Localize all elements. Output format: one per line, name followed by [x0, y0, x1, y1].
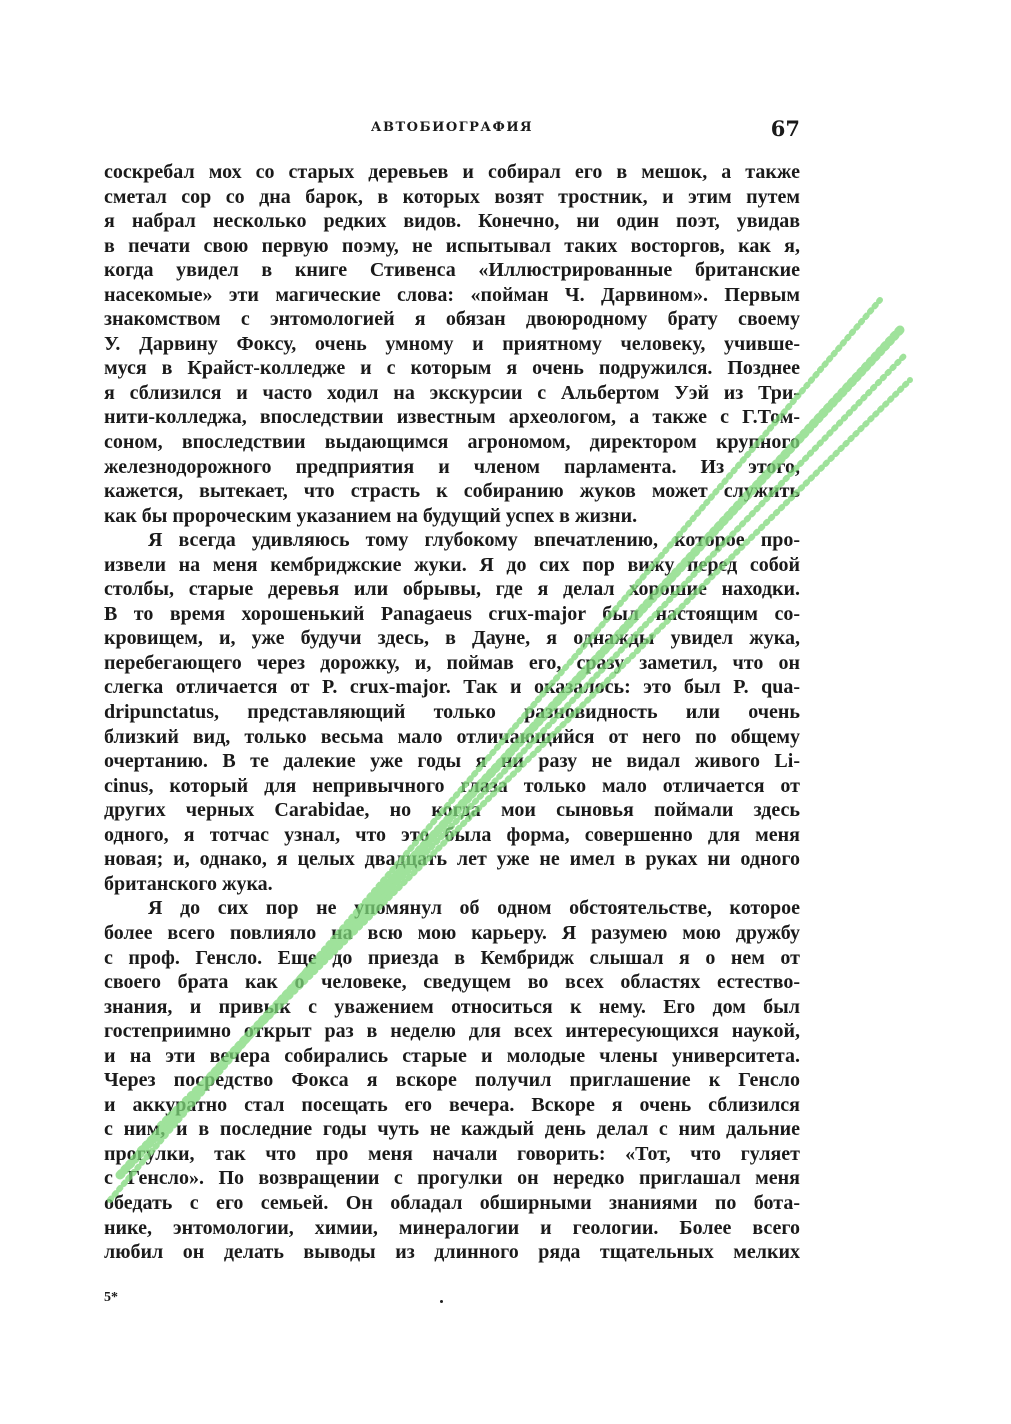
text-line: я сблизился и часто ходил на экскурсии с Альбертом Уэй из Три-: [104, 381, 800, 404]
text-line: насекомые» эти магические слова: «пойман Ч. Дарвином». Первым: [104, 283, 800, 306]
text-line: гостеприимно открыт раз в неделю для всех интересующихся наукой,: [104, 1020, 800, 1043]
text-line: извели на меня кембриджские жуки. Я до сих пор вижу перед собой: [104, 553, 800, 576]
text-line: знакомством с энтомологией я обязан двоюродному брату своему: [104, 308, 800, 331]
text-line: своего брата как о человеке, сведущем во всех областях естество-: [104, 971, 800, 994]
text-line: в печати свою первую поэму, не испытывал таких восторгов, как я,: [104, 234, 800, 257]
text-line: соном, впоследствии выдающимся агрономом, директором крупного: [104, 431, 800, 454]
text-line: с Генсло». По возвращении с прогулки он нередко приглашал меня: [104, 1167, 800, 1190]
text-line: слегка отличается от P. crux-major. Так и оказалось: это был P. qua-: [104, 676, 800, 699]
text-line: когда увидел в книге Стивенса «Иллюстрированные британские: [104, 259, 800, 282]
text-line: железнодорожного предприятия и членом парламента. Из этого,: [104, 455, 800, 478]
text-line: и на эти вечера собирались старые и молодые члены университета.: [104, 1044, 800, 1067]
page-number: 67: [770, 116, 800, 141]
text-line: я набрал несколько редких видов. Конечно, ни один поэт, увидав: [104, 210, 800, 233]
running-title: АВТОБИОГРАФИЯ: [370, 120, 534, 135]
text-line: Я всегда удивляюсь тому глубокому впечатлению, которое про-: [148, 529, 800, 552]
text-line: сметал сор со дна барок, в которых возят тростник, и этим путем: [104, 185, 800, 208]
text-line: Через посредство Фокса я вскоре получил приглашение к Генсло: [104, 1069, 800, 1092]
text-line: новая; и, однако, я целых двадцать лет уже не имел в руках ни одного: [104, 848, 800, 871]
text-line: нике, энтомологии, химии, минералогии и геологии. Более всего: [104, 1216, 800, 1239]
text-line: более всего повлияло на всю мою карьеру. Я разумею мою дружбу: [104, 921, 800, 944]
text-line: как бы пророческим указанием на будущий успех в жизни.: [104, 504, 638, 527]
text-line: нити-колледжа, впоследствии известным археологом, а также с Г.Том-: [104, 406, 800, 429]
text-line: знания, и привык с уважением относиться к нему. Его дом был: [104, 995, 800, 1018]
text-line: с ним, и в последние годы чуть не каждый день делал с ним дальние: [104, 1118, 800, 1141]
text-line: Я до сих пор не упомянул об одном обстоятельстве, которое: [148, 897, 800, 920]
paragraph-3: [104, 896, 800, 1264]
text-line: В то время хорошенький Panagaeus crux-major был настоящим со-: [104, 602, 800, 625]
text-line: британского жука.: [104, 872, 273, 895]
text-line: других черных Carabidae, но когда мои сыновья поймали здесь: [104, 799, 800, 822]
text-line: и аккуратно стал посещать его вечера. Вскоре я очень сблизился: [104, 1093, 800, 1116]
text-line: кровищем, и, уже будучи здесь, в Дауне, я однажды увидел жука,: [104, 627, 800, 650]
text-line: кажется, вытекает, что страсть к собиранию жуков может служить: [104, 480, 800, 503]
text-line: одного, я тотчас узнал, что это была форма, совершенно для меня: [104, 823, 800, 846]
text-line: столбы, старые деревья или обрывы, где я делал хорошие находки.: [104, 578, 800, 601]
print-speck: [440, 1300, 443, 1303]
paragraph-2: [104, 528, 800, 896]
text-line: cinus, который для непривычного глаза только мало отличается от: [104, 774, 800, 797]
text-line: обедать с его семьей. Он обладал обширными знаниями по бота-: [104, 1191, 800, 1214]
text-line: перебегающего через дорожку, и, поймав его, сразу заметил, что он: [104, 651, 800, 674]
text-line: dripunctatus, представляющий только разновидность или очень: [104, 701, 800, 724]
signature-mark: 5*: [104, 1290, 118, 1305]
text-line: У. Дарвину Фоксу, очень умному и приятному человеку, учившe-: [104, 332, 800, 355]
paragraph-1: [104, 160, 800, 528]
text-line: муся в Крайст-колледже и с которым я очень подружился. Позднее: [104, 357, 800, 380]
text-line: очертанию. В те далекие уже годы я ни разу не видал живого Li-: [104, 750, 800, 773]
text-line: прогулки, так что про меня начали говорить: «Тот, что гуляет: [104, 1142, 800, 1165]
body-text: [104, 160, 800, 1270]
text-line: любил он делать выводы из длинного ряда тщательных мелких: [104, 1241, 800, 1264]
text-line: соскребал мох со старых деревьев и собирал его в мешок, а также: [104, 161, 800, 183]
page-header: [104, 116, 800, 144]
text-line: близкий вид, только весьма мало отличающийся от него по общему: [104, 725, 800, 748]
text-line: с проф. Генсло. Еще до приезда в Кембридж слышал я о нем от: [104, 946, 800, 969]
